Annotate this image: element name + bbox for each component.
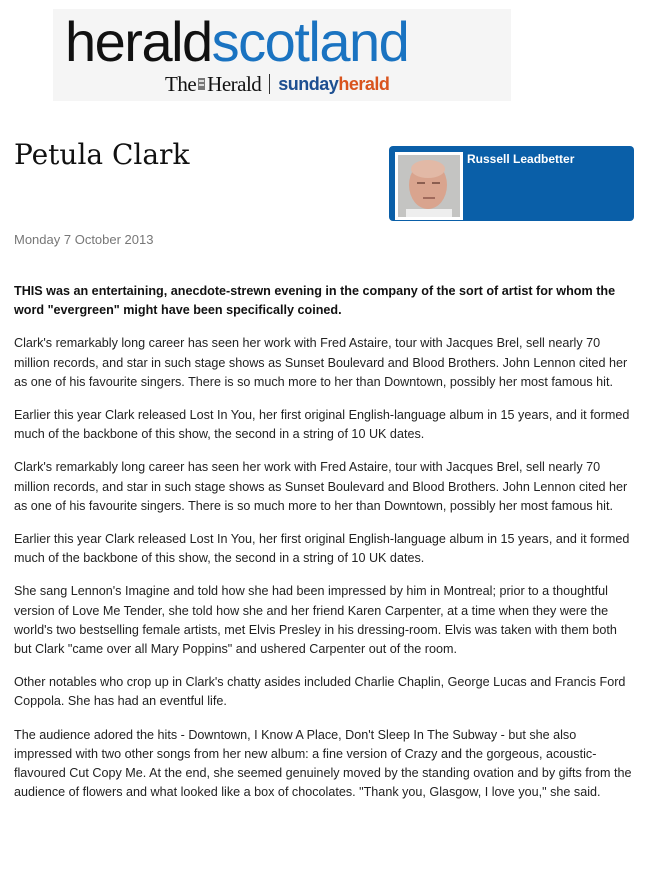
article-lead: THIS was an entertaining, anecdote-strewn evening in the company of the sort of artist for whom the word "evergreen" might have been specifically coined.	[14, 284, 616, 318]
crest-icon	[197, 77, 206, 91]
author-photo	[395, 152, 463, 220]
sunday-herald-text: herald	[338, 73, 390, 94]
article-paragraph: Clark's remarkably long career has seen her work with Fred Astaire, tour with Jacques Brel, sell nearly 70 million records, and star in such stage shows as Sunset Boulevard and Blood Brothers. John Lennon cited her as one of his favourite singers. There is so much more to her than Downtown, possibly her most famous hit.	[14, 336, 628, 389]
article-paragraph: Earlier this year Clark released Lost In You, her first original English-language album in 15 years, and it formed much of the backbone of this show, the second in a string of 10 UK dates.	[14, 408, 630, 442]
article-paragraph: Clark's remarkably long career has seen her work with Fred Astaire, tour with Jacques Brel, sell nearly 70 million records, and star in such stage shows as Sunset Boulevard and Blood Brothers. John Lennon cited her as one of his favourite singers. There is so much more to her than Downtown, possibly her most famous hit.	[14, 460, 628, 513]
article-body	[14, 282, 636, 816]
article-paragraph: Earlier this year Clark released Lost In You, her first original English-language album in 15 years, and it formed much of the backbone of this show, the second in a string of 10 UK dates.	[14, 532, 630, 566]
author-name[interactable]: Russell Leadbetter	[467, 152, 575, 166]
article-paragraph: Other notables who crop up in Clark's chatty asides included Charlie Chaplin, George Lucas and Francis Ford Coppola. She has had an eventful life.	[14, 675, 626, 709]
article-paragraph: The audience adored the hits - Downtown, I Know A Place, Don't Sleep In The Subway - but she also impressed with two other songs from her new album: a fine version of Crazy and the gorgeous, acoustic-flavoured Cut Copy Me. At the end, she seemed genuinely moved by the standing ovation and by gifts from the audience of flowers and what looked like a box of chocolates. "Thank you, Glasgow, I love you," she said.	[14, 727, 632, 800]
article-paragraph: She sang Lennon's Imagine and told how she had been impressed by him in Montreal; prior to a thoughtful version of Love Me Tender, she told how she and her friend Karen Carpenter, at a time when they were the world's two bestselling female artists, met Elvis Presley in his dressing-room. Elvis was taken with them both but Clark "came over all Mary Poppins" and ushered Carpenter out of the room.	[14, 584, 617, 657]
sub-brands	[165, 72, 389, 96]
author-portrait-icon	[398, 155, 460, 217]
logo-herald-text: herald	[65, 10, 212, 73]
sunday-text: sunday	[278, 73, 339, 94]
article-date: Monday 7 October 2013	[14, 232, 154, 247]
author-box[interactable]	[389, 146, 634, 221]
article-title: Petula Clark	[14, 138, 190, 171]
logo-scotland-text: scotland	[211, 10, 409, 73]
brand-divider	[269, 74, 270, 94]
the-herald-text-1: The	[165, 71, 197, 96]
masthead-logo[interactable]	[53, 9, 511, 101]
heraldscotland-wordmark	[65, 11, 505, 73]
the-herald-text-2: Herald	[207, 71, 262, 96]
